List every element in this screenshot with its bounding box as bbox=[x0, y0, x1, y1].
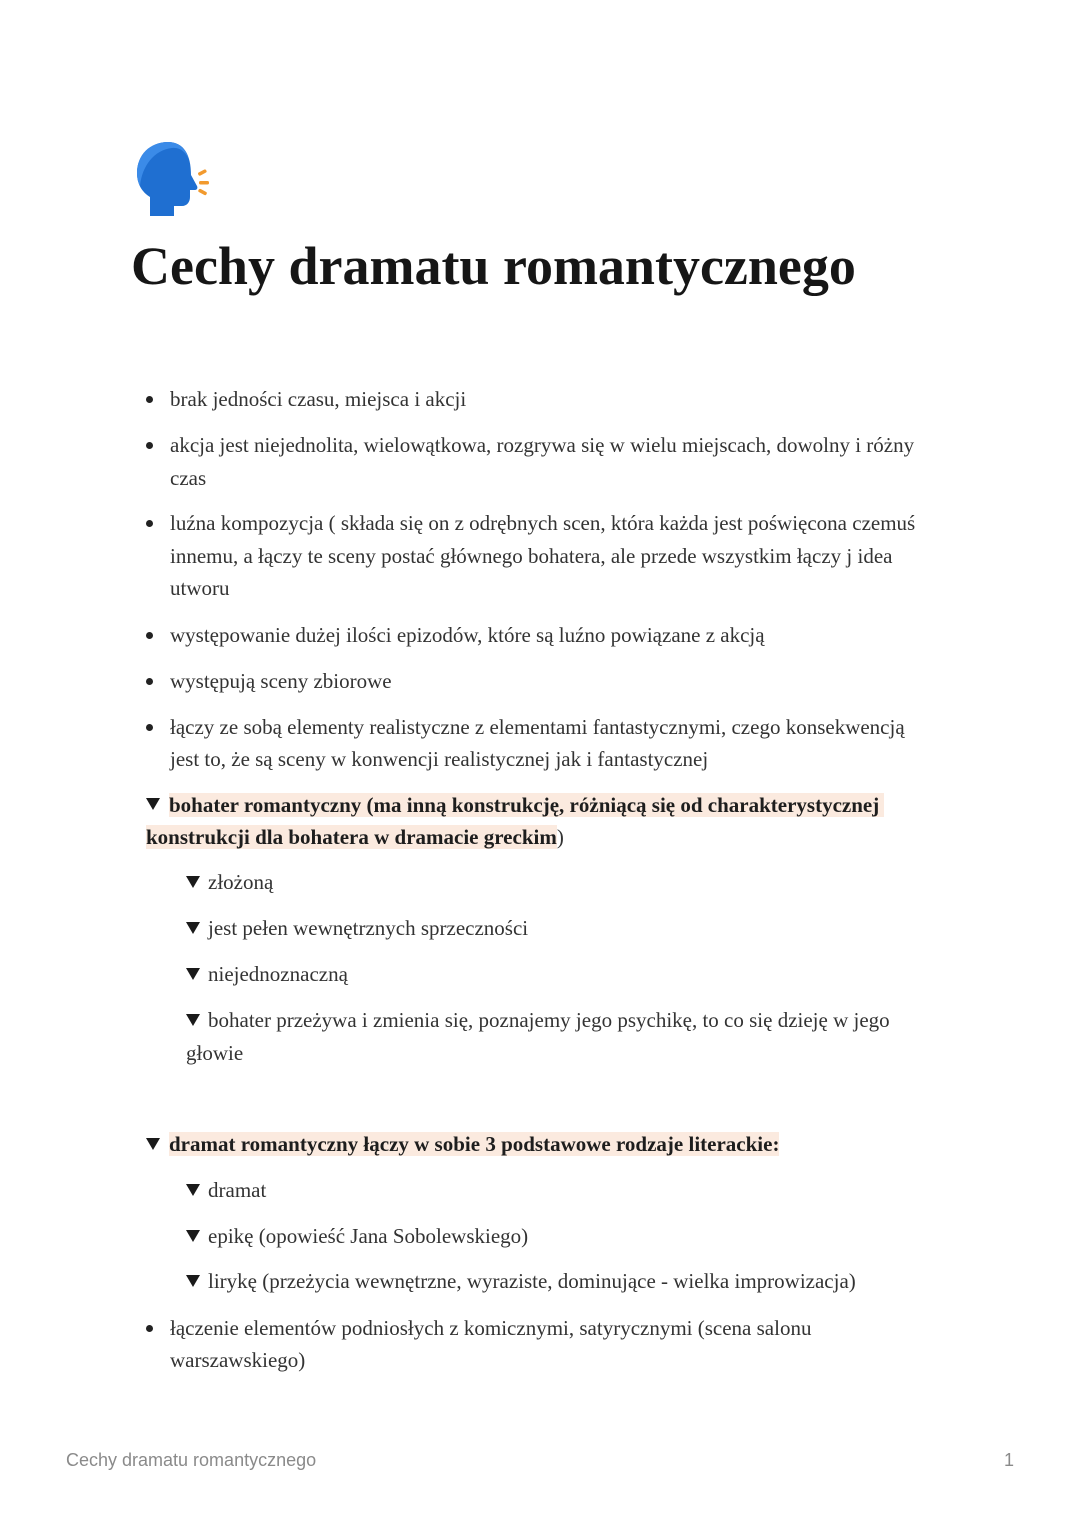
list-item: łączy ze sobą elementy realistyczne z elementami fantastycznymi, czego konsekwencją bbox=[170, 715, 905, 739]
list-item-continuation: jest to, że są sceny w konwencji realistycznej jak i fantastycznej bbox=[170, 747, 709, 771]
toggle-triangle-icon[interactable] bbox=[186, 1230, 200, 1242]
toggle-child: złożoną bbox=[208, 870, 274, 894]
toggle-genres-label[interactable] bbox=[169, 1128, 779, 1161]
toggle-hero-label-continuation bbox=[146, 821, 564, 854]
bullet-dot bbox=[146, 396, 153, 403]
toggle-triangle-icon[interactable] bbox=[186, 1184, 200, 1196]
list-item: luźna kompozycja ( składa się on z odrębnych scen, która każda jest poświęcona czemuś bbox=[170, 511, 916, 535]
bullet-dot bbox=[146, 724, 153, 731]
toggle-child: niejednoznaczną bbox=[208, 962, 348, 986]
list-item-continuation: innemu, a łączy te sceny postać głównego bohatera, ale przede wszystkim łączy j idea bbox=[170, 544, 893, 568]
list-item: występują sceny zbiorowe bbox=[170, 669, 392, 693]
toggle-child-continuation: głowie bbox=[186, 1041, 244, 1065]
list-item-continuation: utworu bbox=[170, 576, 230, 600]
highlighted-text: dramat romantyczny łączy w sobie 3 podstawowe rodzaje literackie: bbox=[169, 1132, 780, 1156]
toggle-triangle-icon[interactable] bbox=[146, 798, 160, 810]
bullet-dot bbox=[146, 520, 153, 527]
bullet-dot bbox=[146, 632, 153, 639]
bullet-dot bbox=[146, 678, 153, 685]
footer-doc-title: Cechy dramatu romantycznego bbox=[66, 1450, 317, 1470]
toggle-child: jest pełen wewnętrznych sprzeczności bbox=[208, 916, 529, 940]
toggle-triangle-icon[interactable] bbox=[186, 1014, 200, 1026]
bullet-dot bbox=[146, 442, 153, 449]
list-item-continuation: czas bbox=[170, 466, 207, 490]
toggle-child: dramat bbox=[208, 1178, 267, 1202]
list-item: łączenie elementów podniosłych z komicznymi, satyrycznymi (scena salonu bbox=[170, 1316, 812, 1340]
toggle-triangle-icon[interactable] bbox=[186, 922, 200, 934]
toggle-triangle-icon[interactable] bbox=[146, 1138, 160, 1150]
list-item: akcja jest niejednolita, wielowątkowa, rozgrywa się w wielu miejscach, dowolny i różny bbox=[170, 433, 915, 457]
toggle-child: epikę (opowieść Jana Sobolewskiego) bbox=[208, 1224, 529, 1248]
list-item: występowanie dużej ilości epizodów, które są luźno powiązane z akcją bbox=[170, 623, 765, 647]
highlighted-text: konstrukcji dla bohatera w dramacie greckim bbox=[146, 825, 557, 849]
list-item-continuation: warszawskiego) bbox=[170, 1348, 306, 1372]
highlighted-text: bohater romantyczny (ma inną konstrukcję, różniącą się od charakterystycznej bbox=[169, 793, 880, 817]
footer-page-number: 1 bbox=[1003, 1450, 1014, 1470]
list-item: brak jedności czasu, miejsca i akcji bbox=[170, 387, 467, 411]
bullet-dot bbox=[146, 1325, 153, 1332]
closing-paren: ) bbox=[556, 825, 564, 849]
toggle-triangle-icon[interactable] bbox=[186, 968, 200, 980]
toggle-triangle-icon[interactable] bbox=[186, 1275, 200, 1287]
page-title: Cechy dramatu romantycznego bbox=[131, 236, 856, 296]
toggle-triangle-icon[interactable] bbox=[186, 876, 200, 888]
toggle-child: bohater przeżywa i zmienia się, poznajemy jego psychikę, to co się dzieję w jego bbox=[208, 1008, 890, 1032]
toggle-hero-label[interactable] bbox=[169, 789, 884, 822]
toggle-child: lirykę (przeżycia wewnętrzne, wyraziste, dominujące - wielka improwizacja) bbox=[208, 1269, 856, 1293]
highlight-trailing-space bbox=[879, 793, 884, 817]
